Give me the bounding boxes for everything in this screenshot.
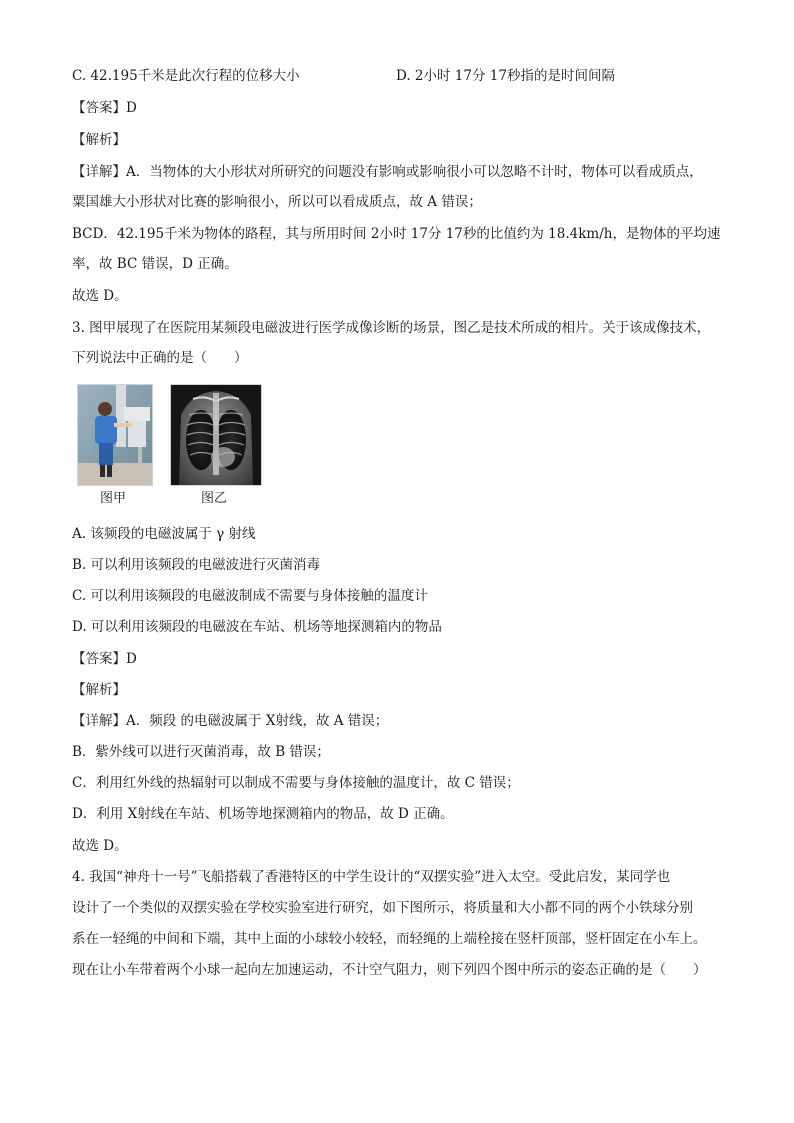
analysis-text-q2-2: 粟国雄大小形状对比赛的影响很小，所以可以看成质点，故 A 错误； (72, 194, 482, 210)
question-4-stem-3: 系在一轻绳的中间和下端，其中上面的小球较小较轻，而轻绳的上端栓接在竖杆顶部，竖杆固定在小车上。 (72, 931, 707, 947)
analysis-text-q3-c: C．利用红外线的热辐射可以制成不需要与身体接触的温度计，故 C 错误； (72, 775, 520, 791)
analysis-label-q3: 【解析】 (72, 682, 126, 698)
conclusion-q2: 故选 D。 (72, 288, 128, 304)
question-4-stem-1: 4. 我国“神舟十一号”飞船搭载了香港特区的中学生设计的“双摆实验”进入太空。受此启发，某同学也 (72, 869, 671, 885)
caption-figure-yi: 图乙 (201, 491, 228, 506)
answer-label-q3: 【答案】D (72, 651, 137, 667)
xray-scene-illustration (78, 385, 152, 485)
caption-figure-jia: 图甲 (100, 491, 127, 506)
analysis-text-q3-a: 【详解】A．频段 的电磁波属于 X射线，故 A 错误； (72, 713, 389, 729)
figure-jia-xray-scene (77, 384, 153, 486)
option-a-q3: A. 该频段的电磁波属于 γ 射线 (72, 526, 256, 542)
option-d-prev: D. 2小时 17分 17秒指的是时间间隔 (396, 68, 615, 84)
option-b-q3: B. 可以利用该频段的电磁波进行灭菌消毒 (72, 557, 321, 573)
conclusion-q3: 故选 D。 (72, 838, 128, 854)
chest-xray-image (171, 385, 261, 485)
analysis-text-q2-4: 率，故 BC 错误，D 正确。 (72, 256, 238, 272)
analysis-text-q2-1: 【详解】A．当物体的大小形状对所研究的问题没有影响或影响很小可以忽略不计时，物体可以看成质点， (72, 164, 703, 180)
question-4-stem-4: 现在让小车带着两个小球一起向左加速运动，不计空气阻力，则下列四个图中所示的姿态正确的是（ ） (72, 962, 707, 978)
analysis-text-q2-3: BCD．42.195千米为物体的路程，其与所用时间 2小时 17分 17秒的比值约为 18.4km/h，是物体的平均速 (72, 226, 721, 242)
answer-label-q2: 【答案】D (72, 100, 137, 116)
question-4-stem-2: 设计了一个类似的双摆实验在学校实验室进行研究，如下图所示，将质量和大小都不同的两个小铁球分别 (72, 900, 693, 916)
analysis-label-q2: 【解析】 (72, 132, 126, 148)
question-3-stem-2: 下列说法中正确的是（ ） (72, 350, 248, 366)
analysis-text-q3-b: B．紫外线可以进行灭菌消毒，故 B 错误； (72, 744, 330, 760)
question-3-stem-1: 3. 图甲展现了在医院用某频段电磁波进行医学成像诊断的场景，图乙是技术所成的相片。关于该成像技术， (72, 320, 711, 336)
option-d-q3: D. 可以利用该频段的电磁波在车站、机场等地探测箱内的物品 (72, 619, 442, 635)
figure-yi-chest-xray (170, 384, 262, 486)
option-c-q3: C. 可以利用该频段的电磁波制成不需要与身体接触的温度计 (72, 588, 428, 604)
analysis-text-q3-d: D．利用 X射线在车站、机场等地探测箱内的物品，故 D 正确。 (72, 806, 454, 822)
option-c-prev: C. 42.195千米是此次行程的位移大小 (72, 68, 300, 84)
